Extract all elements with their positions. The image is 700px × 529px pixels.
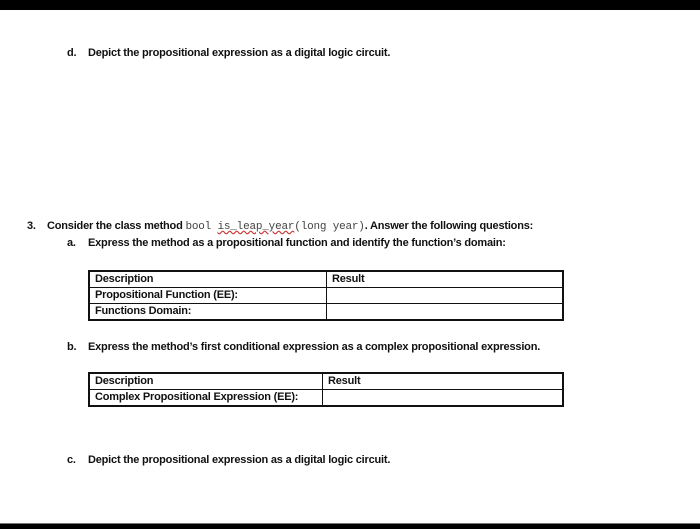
table-row (89, 390, 563, 407)
item-d-marker: d. (67, 47, 77, 59)
table-row (89, 288, 563, 304)
q3-prefix: Consider the class method (47, 220, 186, 232)
header-result: Result (323, 373, 564, 390)
cell-result[interactable] (327, 304, 564, 321)
q3-code-name: is_leap_year (217, 221, 295, 233)
table-row (89, 304, 563, 321)
cell-description: Propositional Function (EE): (89, 288, 327, 304)
cell-result[interactable] (323, 390, 564, 407)
q3-code-type: bool (185, 221, 218, 233)
bottom-bar (0, 523, 700, 529)
question-3-text (47, 220, 533, 233)
item-d-text: Depict the propositional expression as a digital logic circuit. (88, 47, 391, 59)
item-b-marker: b. (67, 341, 77, 353)
header-result: Result (327, 271, 564, 288)
table-a (88, 270, 564, 321)
q3-suffix: . Answer the following questions: (364, 220, 534, 232)
cell-result[interactable] (327, 288, 564, 304)
item-b-text: Express the method’s first conditional expression as a complex propositional expression. (88, 341, 541, 353)
cell-description: Complex Propositional Expression (EE): (89, 390, 323, 407)
table-b (88, 372, 564, 407)
table-row (89, 373, 563, 390)
item-a-marker: a. (67, 237, 76, 249)
cell-description: Functions Domain: (89, 304, 327, 321)
header-description: Description (89, 373, 323, 390)
q3-code-args: (long year) (294, 221, 365, 233)
header-description: Description (89, 271, 327, 288)
top-bar (0, 0, 700, 10)
table-row (89, 271, 563, 288)
item-c-marker: c. (67, 454, 76, 466)
question-3-marker: 3. (27, 220, 36, 232)
item-a-text: Express the method as a propositional function and identify the function’s domain: (88, 237, 506, 249)
item-c-text: Depict the propositional expression as a digital logic circuit. (88, 454, 391, 466)
